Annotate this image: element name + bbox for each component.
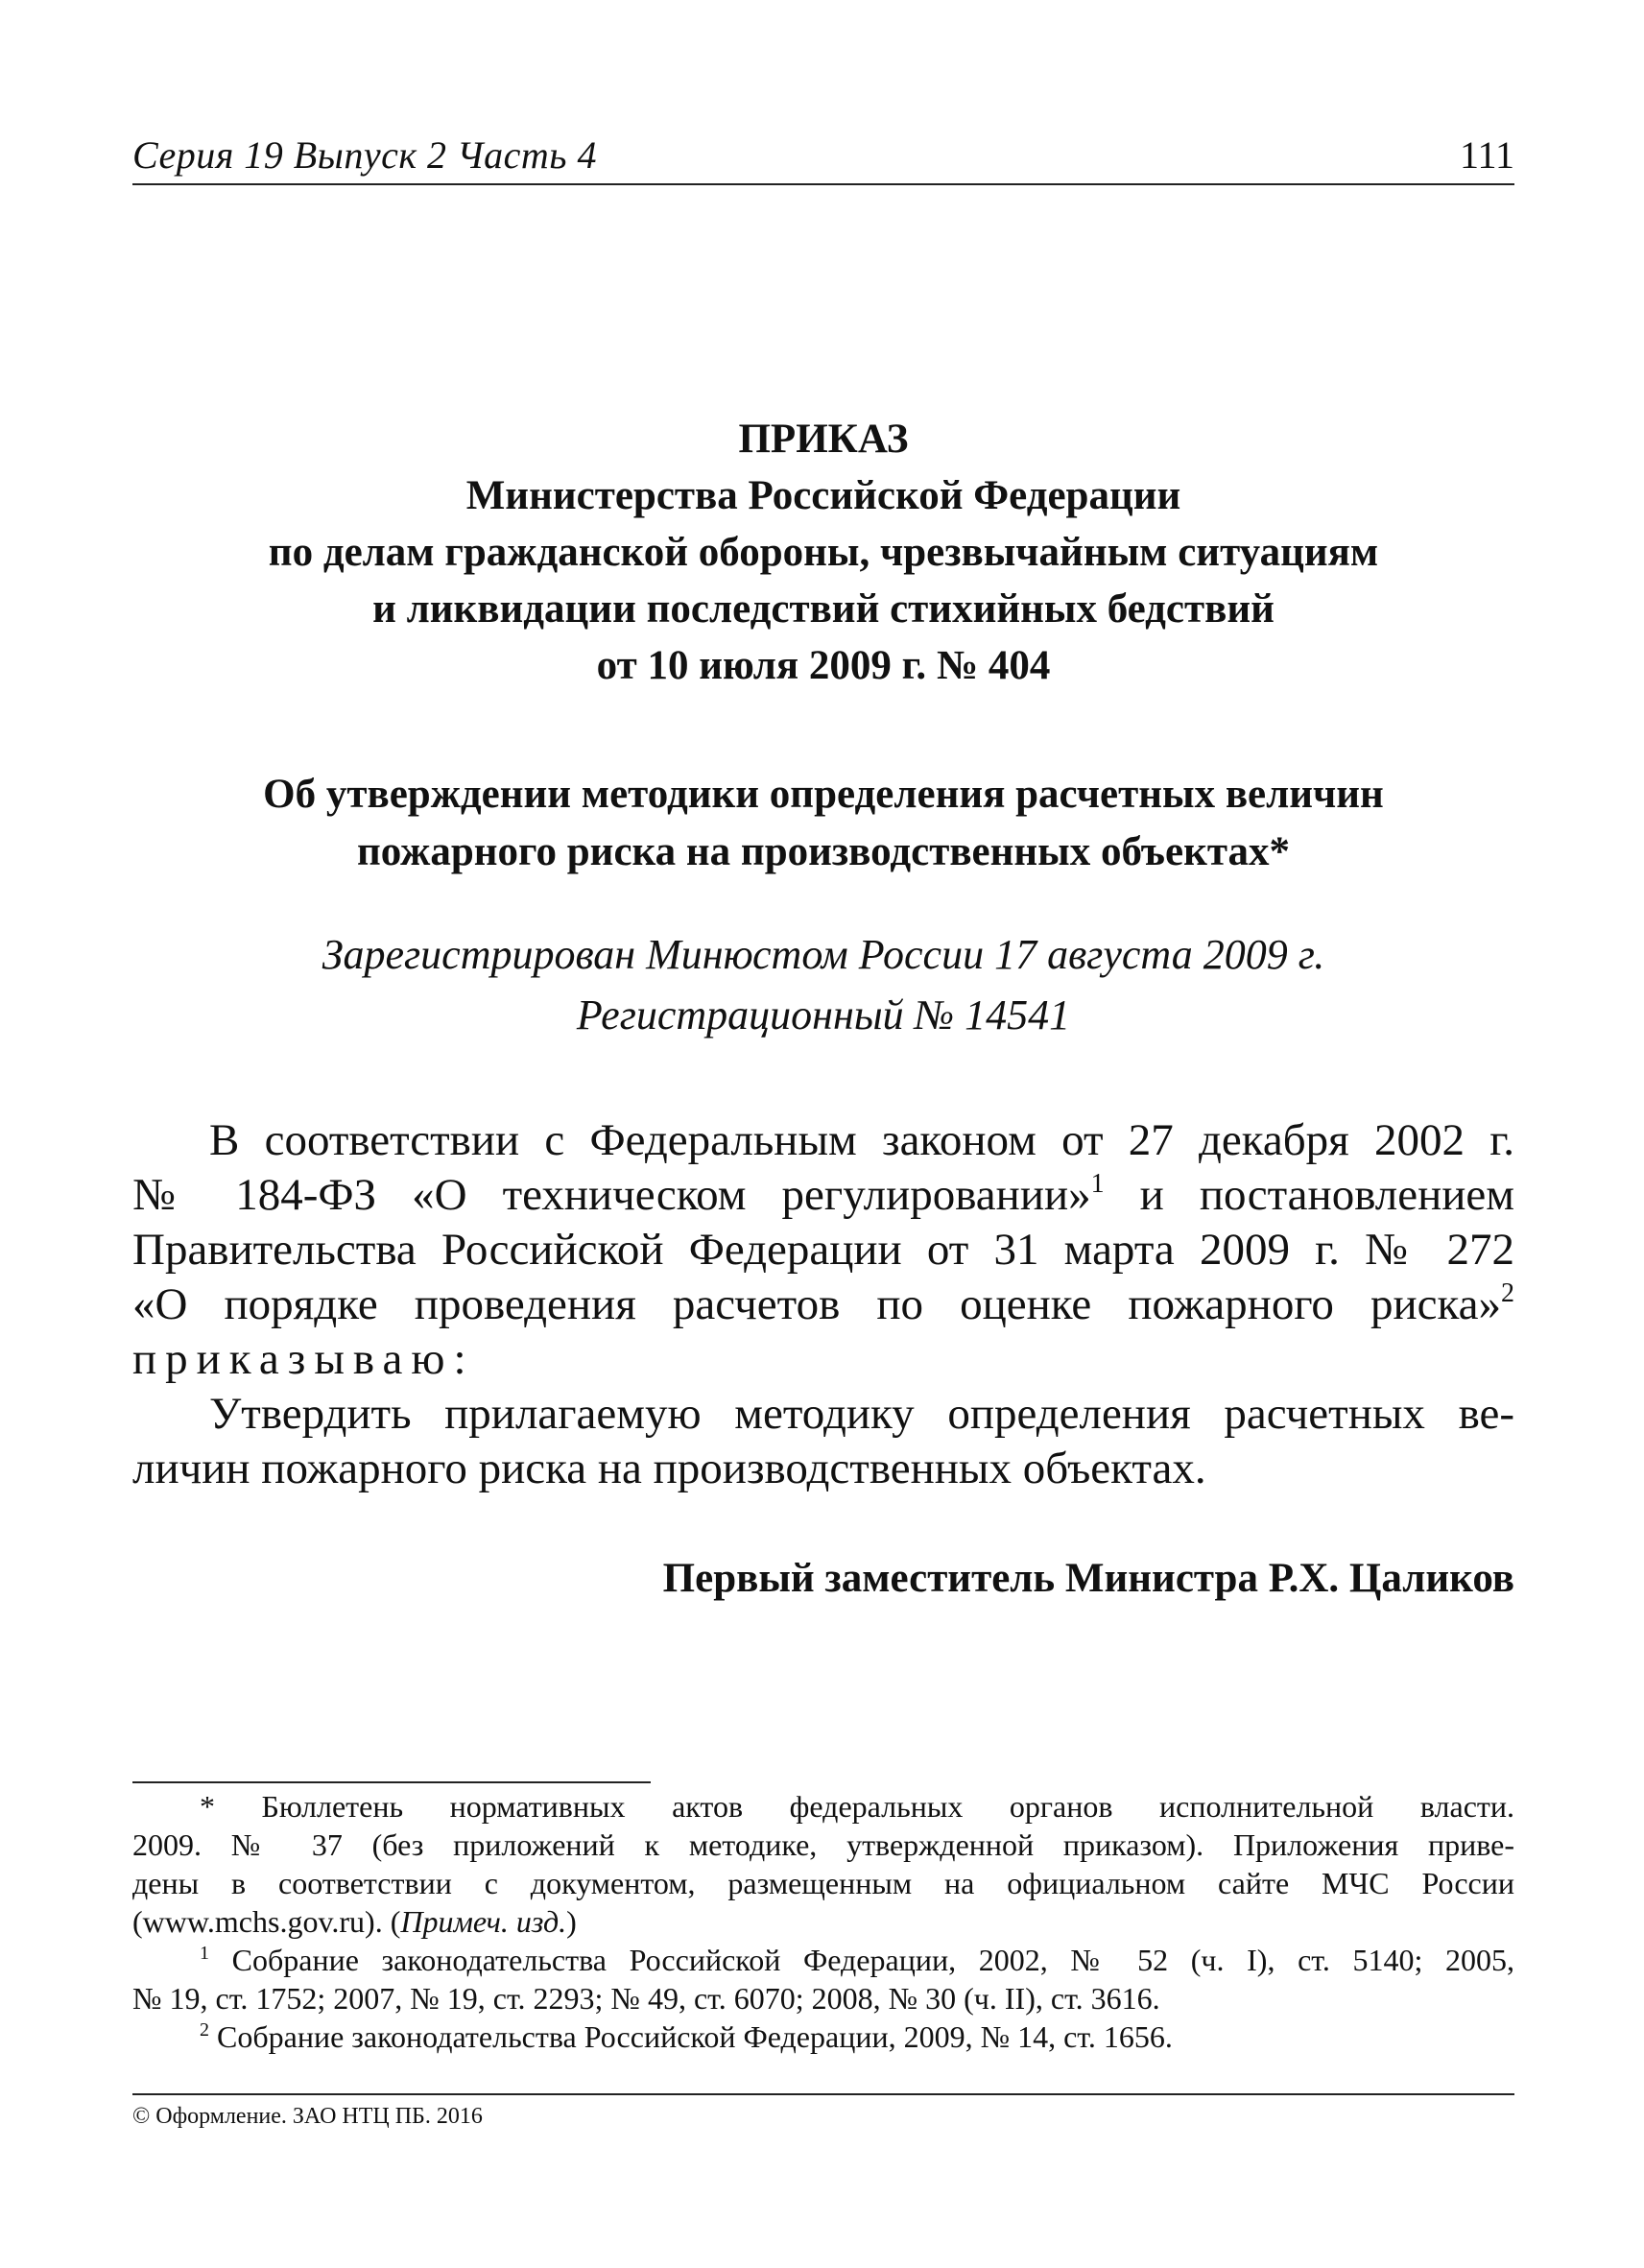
footnote-ref: 2 [1501,1278,1514,1308]
footnote-divider [132,1781,651,1783]
body-line [132,1277,1514,1332]
registration-line: Регистрационный № 14541 [576,991,1071,1039]
body-line [132,1168,1514,1223]
subject-line: Об утверждении методики определения расчетных величин [263,772,1384,817]
title-line: и ликвидации последствий стихийных бедствий [372,586,1275,632]
footer-divider [132,2093,1514,2095]
footnote-line: 2009. № 37 (без приложений к методике, утвержденной приказом). Приложения приве- [132,1827,1514,1862]
footnote-line: дены в соответствии с документом, размещенным на официальном сайте МЧС России [132,1866,1514,1900]
title-line: ПРИКАЗ [738,417,909,462]
body-text: № 184-ФЗ «О техническом регулировании» [132,1170,1091,1220]
body-line: В соответствии с Федеральным законом от 27 декабря 2002 г. [209,1115,1514,1165]
body-text: и постановлением [1104,1170,1514,1220]
body-line: Правительства Российской Федерации от 31 марта 2009 г. № 272 [132,1225,1514,1275]
registration-info [132,924,1514,1045]
footnote-line: * Бюллетень нормативных актов федеральных органов исполнительной власти. [200,1789,1514,1824]
footnote-mark: 1 [200,1943,209,1964]
subject-line: пожарного риска на производственных объектах* [356,829,1291,874]
footnote-line [132,1902,1514,1941]
body-text: «О порядке проведения расчетов по оценке пожарного риска» [132,1279,1501,1329]
page-number: 111 [1459,133,1514,177]
editor-note: Примеч. изд. [400,1904,567,1939]
body-line: личин пожарного риска на производственных объектах. [132,1444,1206,1493]
signature-line: Первый заместитель Министра Р.Х. Цаликов [662,1556,1514,1601]
footnotes [132,1787,1514,2056]
running-header [132,130,1514,185]
body-line: Утвердить прилагаемую методику определения расчетных ве- [209,1389,1514,1439]
footnote-text: (www.mchs.gov.ru). ( [132,1904,401,1939]
order-title [132,411,1514,694]
footnote-line [132,2017,1514,2056]
order-verb: приказываю: [132,1334,475,1384]
title-line: по делам гражданской обороны, чрезвычайным ситуациям [268,530,1379,575]
footnote-ref: 1 [1090,1169,1105,1199]
footnote-text: ) [566,1904,577,1939]
order-subject [132,766,1514,881]
body-line [132,1332,1514,1387]
footnote-text: Собрание законодательства Российской Федерации, 2009, № 14, ст. 1656. [209,2019,1173,2054]
footnote-mark: 2 [200,2019,209,2041]
series-label: Серия 19 Выпуск 2 Часть 4 [132,133,597,177]
title-line: Министерства Российской Федерации [465,473,1181,518]
order-body [132,1113,1514,1496]
copyright-notice: © Оформление. ЗАО НТЦ ПБ. 2016 [132,2104,483,2129]
title-line: от 10 июля 2009 г. № 404 [596,643,1051,688]
footnote-line [132,1941,1514,1979]
footnote-line: № 19, ст. 1752; 2007, № 19, ст. 2293; № 49, ст. 6070; 2008, № 30 (ч. II), ст. 3616. [132,1981,1160,2016]
footnote-text: Собрание законодательства Российской Федерации, 2002, № 52 (ч. I), ст. 5140; 2005, [209,1943,1514,1977]
registration-line: Зарегистрирован Минюстом России 17 августа 2009 г. [322,931,1325,978]
